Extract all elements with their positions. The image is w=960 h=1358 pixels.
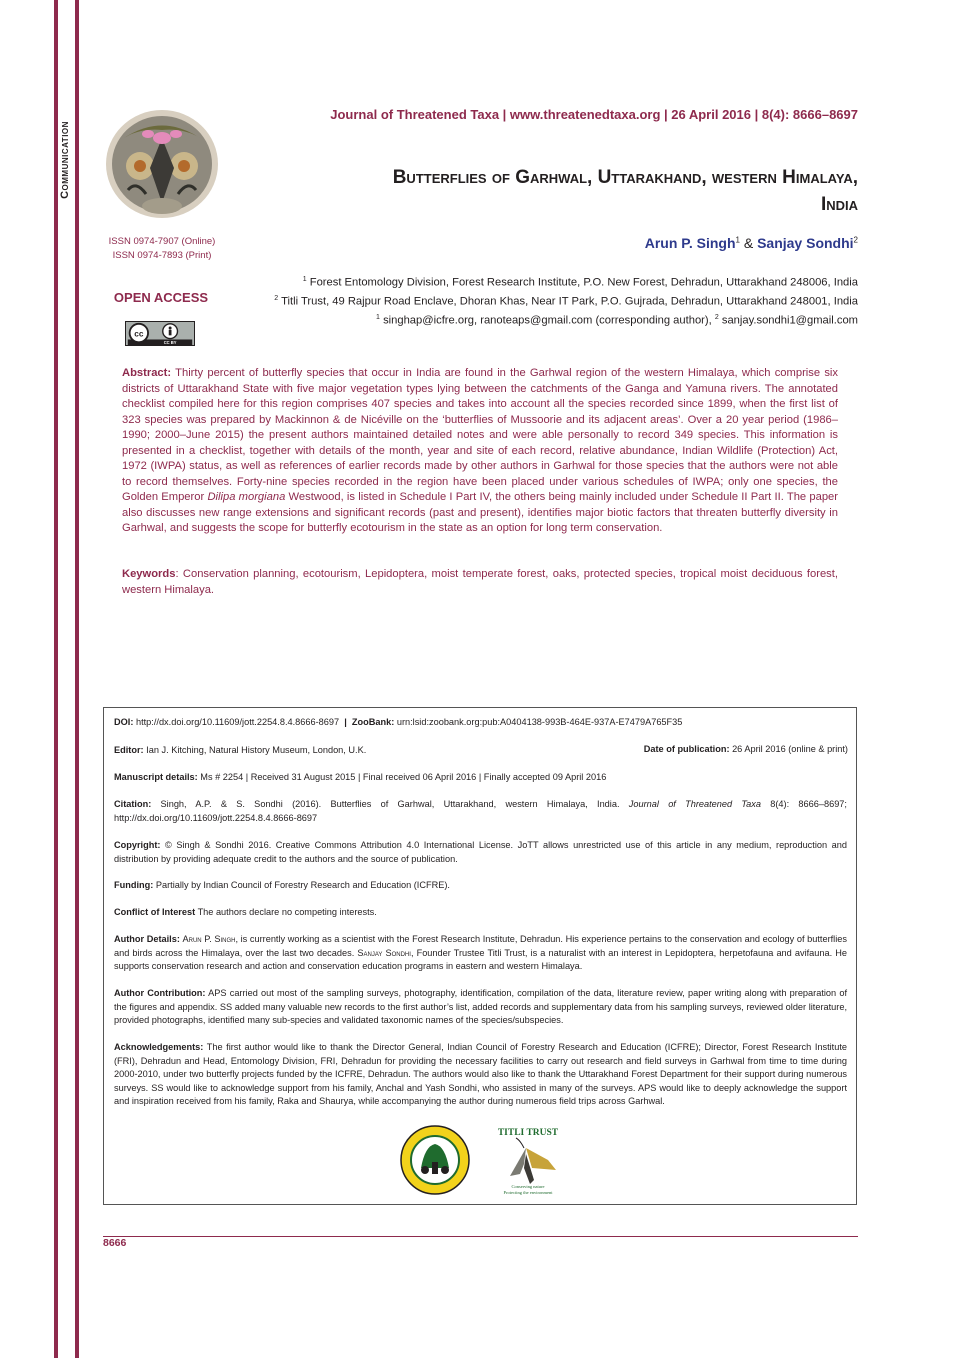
affiliation-1: $^1$ Forest Entomology Division, Forest Research Institute, P.O. New Forest, Dehradun, Uttarakhand 248006, India	[302, 276, 858, 289]
manuscript-details: Manuscript details: Ms # 2254 | Received 31 August 2015 | Final received 06 April 2016 | Finally accepted 09 April 2016	[114, 772, 607, 782]
author-emails: $^1$ singhap@icfre.org, ranoteaps@gmail.com (corresponding author), $^2$ sanjay.sondhi1@gmail.com	[376, 314, 858, 328]
email-1: singhap@icfre.org, ranoteaps@gmail.com (corresponding author),	[383, 315, 712, 328]
svg-text:cc: cc	[134, 329, 144, 339]
affiliation-2: $^2$ Titli Trust, 49 Rajpur Road Enclave, Dhoran Khas, Near IT Park, P.O. Gujrada, Dehradun, Uttarakhand 248001, India	[274, 295, 858, 308]
author-1-affil: 1	[735, 235, 740, 245]
acknowledgements: Acknowledgements: The first author would like to thank the Director General, Indian Council of Forestry Research and Education (ICFRE); Director, Forest Research Institute (FRI), Dehradun and Head, Entomology Division, FRI, Dehradun for providing the necessary facilities to carry out research and field surveys in Garhwal from time to time during 2000-2010, under two butterfly projects funded by the ICFRE, Dehradun. The authors would also like to thank the Uttarakhand Forest Department for their support during numerous surveys. SS would like to acknowledge support from his family, Anchal and Yash Sondhi, who assisted in many of the surveys. APS would like to deeply acknowledge the support and inspiration received from his family, Raka and Shaurya, while accompanying the author during numerous field trips across Garhwal.	[114, 1042, 847, 1107]
left-margin-bar-inner	[75, 0, 79, 1358]
page-number: 8666	[103, 1237, 127, 1249]
author-2: Sanjay Sondhi	[757, 235, 854, 251]
author-details: Author Details: Arun P. Singh, is currently working as a scientist with the Forest Research Institute, Dehradun. His experience pertains to the conservation and ecology of butterflies and birds across the Himalaya, over the last two decades. Sanjay Sondhi, Founder Trustee Titli Trust, is a naturalist with an interest in Lepidoptera, herpetofauna and avifauna. He supports conservation research and action and conservation education programs in eastern and western Himalaya.	[114, 934, 847, 972]
abstract-label: Abstract:	[122, 367, 172, 379]
keywords-label: Keywords	[122, 568, 176, 580]
affiliations	[218, 272, 858, 330]
open-access-label: OPEN ACCESS	[113, 290, 209, 305]
footer-rule	[103, 1236, 858, 1237]
email-2: sanjay.sondhi1@gmail.com	[721, 315, 858, 328]
zoobank-id: urn:lsid:zoobank.org:pub:A0404138-993B-464E-937A-E7479A765F35	[396, 717, 683, 727]
svg-text:Protecting the environment: Protecting the environment	[503, 1190, 553, 1195]
cc-by-license-icon	[125, 321, 195, 346]
issn-online: ISSN 0974-7907 (Online)	[108, 236, 216, 247]
svg-text:CC BY: CC BY	[163, 340, 177, 346]
author-1: Arun P. Singh	[644, 235, 736, 251]
citation: Citation: Singh, A.P. & S. Sondhi (2016). Butterflies of Garhwal, Uttarakhand, western Himalaya, India. Journal of Threatened Taxa 8(4): 8666–8697; http://dx.doi.org/10.11609/jott.2254.8.4.8666-8697	[114, 799, 847, 823]
article-title	[258, 164, 858, 218]
issn-print: ISSN 0974-7893 (Print)	[112, 250, 212, 261]
author-2-affil: 2	[853, 235, 858, 245]
article-title-line1: Butterflies of Garhwal, Uttarakhand, western Himalaya,	[392, 167, 858, 188]
svg-text:Conserving nature: Conserving nature	[511, 1184, 545, 1189]
editor-line: Editor: Ian J. Kitching, Natural History Museum, London, U.K.	[114, 745, 367, 755]
issn-block	[96, 235, 228, 263]
author-line	[645, 235, 858, 251]
copyright: Copyright: © Singh & Sondhi 2016. Creative Commons Attribution 4.0 International License. JoTT allows unrestricted use of this article in any medium, reproduction and distribution by providing adequate credit to the authors and the source of publication.	[114, 840, 847, 864]
svg-text:TITLI TRUST: TITLI TRUST	[497, 1128, 559, 1138]
keywords: Keywords: Conservation planning, ecotourism, Lepidoptera, moist temperate forest, oaks, protected species, tropical moist deciduous forest, western Himalaya.	[122, 568, 838, 596]
article-type-label: Communication	[59, 121, 71, 199]
conflict-of-interest: Conflict of Interest The authors declare no competing interests.	[114, 907, 377, 917]
doi-link[interactable]: http://dx.doi.org/10.11609/jott.2254.8.4.8666-8697	[135, 717, 340, 727]
doi-line: DOI: http://dx.doi.org/10.11609/jott.2254.8.4.8666-8697 | ZooBank: urn:lsid:zoobank.org:pub:A0404138-993B-464E-937A-E7479A765F35	[114, 717, 683, 727]
article-title-line2: India	[820, 194, 858, 215]
journal-header: Journal of Threatened Taxa | www.threatenedtaxa.org | 26 April 2016 | 8(4): 8666–8697	[330, 107, 858, 122]
species-name: Dilipa morgiana	[207, 491, 286, 503]
author-contribution: Author Contribution: APS carried out most of the sampling surveys, photography, identification, compilation of the data, literature review, paper writing along with preparation of the figures and appendix. SS added many valuable new records to the first author’s list, added records and supplementary data from his sampling surveys, reviewed older literature, provided photographs, identified many sub-species and validated taxonomic names of the species/subspecies.	[114, 988, 847, 1026]
abstract: Abstract: Thirty percent of butterfly species that occur in India are found in the Garhwal region of the western Himalaya, which comprise six districts of Uttarakhand State with five major vegetation types lying between the catchments of the Ganga and Yamuna rivers. The annotated checklist compiled here for this region comprises 407 species and takes into account all the species recorded since 1899, when the first list of 323 species was prepared by Mackinnon & de Nicéville on the ‘butterflies of Mussoorie and its adjacent areas’. Over a 20 year period (1986–1990; 2000–June 2015) the present authors maintained detailed notes and were able personally to record 349 species. This information is presented in a checklist, together with details of the month, year and site of each record, relative abundance, Indian Wildlife (Protection) Act, 1972 (IWPA) status, as well as references of earlier records made by other authors in Garhwal for those species that the authors were not able to record themselves. Forty-nine species recorded in the region have been placed under various schedules of IWPA; only one species, the Golden Emperor Dilipa morgiana Westwood, is listed in Schedule I Part IV, the others being mainly included under Schedule II Part II. The paper also discusses new range extensions and significant records (past and present), identifies major biotic factors that threaten butterfly diversity in Garhwal, and suggests the scope for butterfly ecotourism in the state as an option for long term conservation.	[122, 367, 838, 534]
funding: Funding: Partially by Indian Council of Forestry Research and Education (ICFRE).	[114, 880, 450, 890]
author-ampersand: &	[743, 235, 754, 251]
journal-logo-icon	[104, 108, 220, 220]
icfre-logo-icon	[399, 1124, 471, 1196]
date-of-publication: Date of publication: 26 April 2016 (online & print)	[643, 744, 848, 754]
titli-trust-logo-icon	[490, 1124, 566, 1196]
